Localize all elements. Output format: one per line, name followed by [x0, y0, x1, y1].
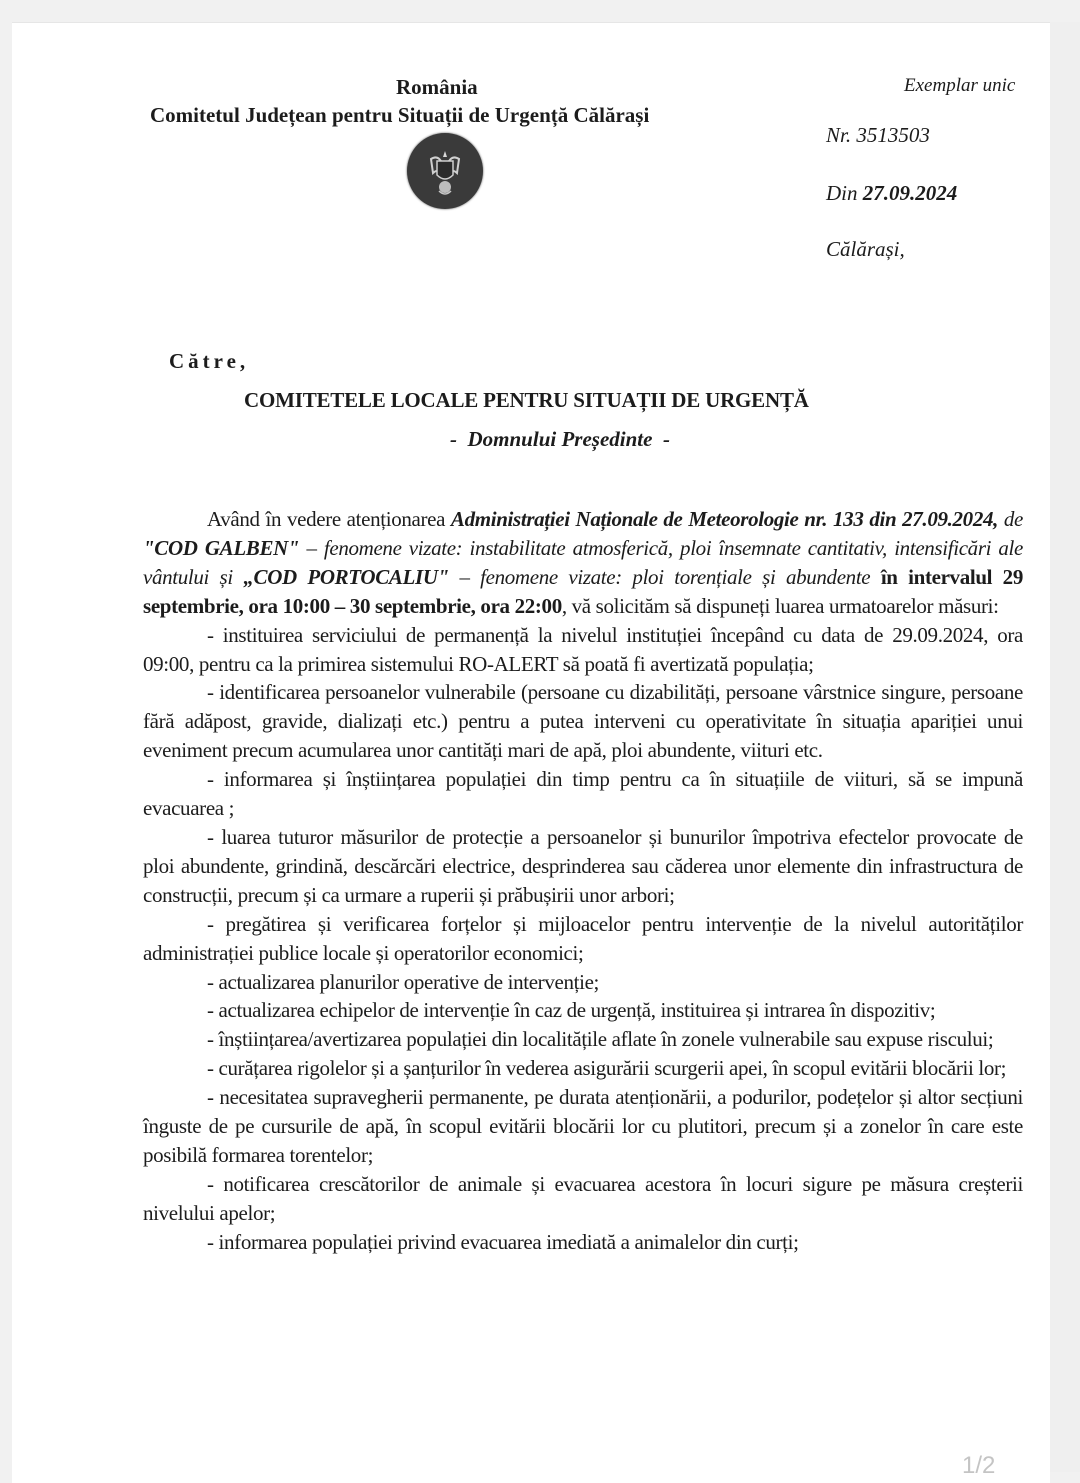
addressee-title-text: Domnului Președinte	[467, 427, 653, 451]
coat-of-arms-icon	[407, 133, 483, 209]
intro-agency: Administrației Naționale de Meteorologie nr. 133 din 27.09.2024,	[450, 507, 999, 531]
dash-right: -	[662, 427, 670, 451]
yellow-phenomena: – fenomene vizate: instabilitate atmosferică, ploi însemnate cantitativ, intensificări ale vântului și	[143, 535, 1023, 589]
code-yellow: "COD GALBEN"	[143, 535, 300, 560]
measure-item: - instituirea serviciului de permanență la nivelul instituției începând cu data de 29.09.2024, ora 09:00, pentru ca la primirea sistemului RO-ALERT să poată fi avertizată populația;	[143, 622, 1023, 676]
header-country: România	[396, 75, 478, 99]
code-orange: „COD PORTOCALIU"	[243, 564, 449, 589]
dash-left: -	[450, 427, 457, 451]
date-value: 27.09.2024	[862, 181, 958, 205]
document-body	[143, 505, 1023, 1257]
intro-lead: Având în vedere atenționarea	[207, 507, 446, 531]
alert-interval: în intervalul 29 septembrie, ora 10:00 – 30 septembrie, ora 22:00	[143, 564, 1023, 618]
measure-item: - informarea și înștiințarea populației din timp pentru ca în situațiile de viituri, să se impună evacuarea ;	[143, 767, 1023, 821]
document-date	[826, 181, 957, 206]
measure-item: - informarea populației privind evacuarea imediată a animalelor din curți;	[207, 1229, 799, 1254]
intro-request: , vă solicităm să dispuneți luarea urmatoarelor măsuri:	[561, 593, 999, 618]
registration-number: Nr. 3513503	[826, 123, 930, 147]
header-committee: Comitetul Județean pentru Situații de Urgență Călărași	[150, 103, 650, 127]
measure-item: - înștiințarea/avertizarea populației din localitățile aflate în zonele vulnerabile sau expuse riscului;	[207, 1027, 994, 1052]
page-indicator: 1/2	[962, 1452, 996, 1479]
measure-item: - identificarea persoanelor vulnerabile (persoane cu dizabilități, persoane vârstnice singure, persoane fără adăpost, gravide, dializați etc.) pentru a putea interveni cu operativitate în situația apariției unui eveniment precum acumularea unor cantități mari de apă, ploi abundente, viituri etc.	[143, 680, 1023, 763]
measure-item: - curățarea rigolelor și a șanțurilor în vederea asigurării scurgerii apei, în scopul evitării blocării lor;	[207, 1056, 1007, 1081]
addressee-to: Către,	[169, 349, 250, 373]
viewer-gutter	[1050, 22, 1080, 1472]
document-city: Călărași,	[826, 237, 905, 261]
document-page	[12, 22, 1050, 1483]
measure-item: - notificarea crescătorilor de animale și evacuarea acestora în locuri sigure pe măsura creșterii nivelului apelor;	[143, 1171, 1023, 1225]
copy-label: Exemplar unic	[904, 75, 1016, 96]
measure-item: - luarea tuturor măsurilor de protecție a persoanelor și bunurilor împotriva efectelor provocate de ploi abundente, grindină, descărcări electrice, desprinderea sau căderea unor elemente din infrastructura de construcții, precum și ca urmare a ruperii și prăbușirii unor arbori;	[143, 824, 1023, 907]
measure-item: - pregătirea și verificarea forțelor și mijloacelor pentru intervenție de la nivelul autorităților administrației publice locale și operatorilor economici;	[143, 911, 1023, 965]
date-prefix: Din	[826, 181, 858, 205]
addressee-title	[450, 427, 670, 452]
intro-paragraph	[143, 505, 1023, 621]
measure-item: - actualizarea echipelor de intervenție în caz de urgență, instituirea și intrarea în dispozitiv;	[207, 998, 936, 1023]
addressee-recipient: COMITETELE LOCALE PENTRU SITUAȚII DE URGENȚĂ	[244, 388, 809, 412]
measure-item: - actualizarea planurilor operative de intervenție;	[207, 969, 600, 994]
orange-phenomena: – fenomene vizate: ploi torențiale și abundente	[459, 564, 871, 589]
intro-de: de	[1003, 507, 1023, 531]
measure-item: - necesitatea supravegherii permanente, pe durata atenționării, a podurilor, podețelor și altor secțiuni înguste de pe cursurile de apă, în scopul evitării blocării lor cu plutitori, precum și a zonelor în care este posibilă formarea torentelor;	[143, 1085, 1023, 1167]
